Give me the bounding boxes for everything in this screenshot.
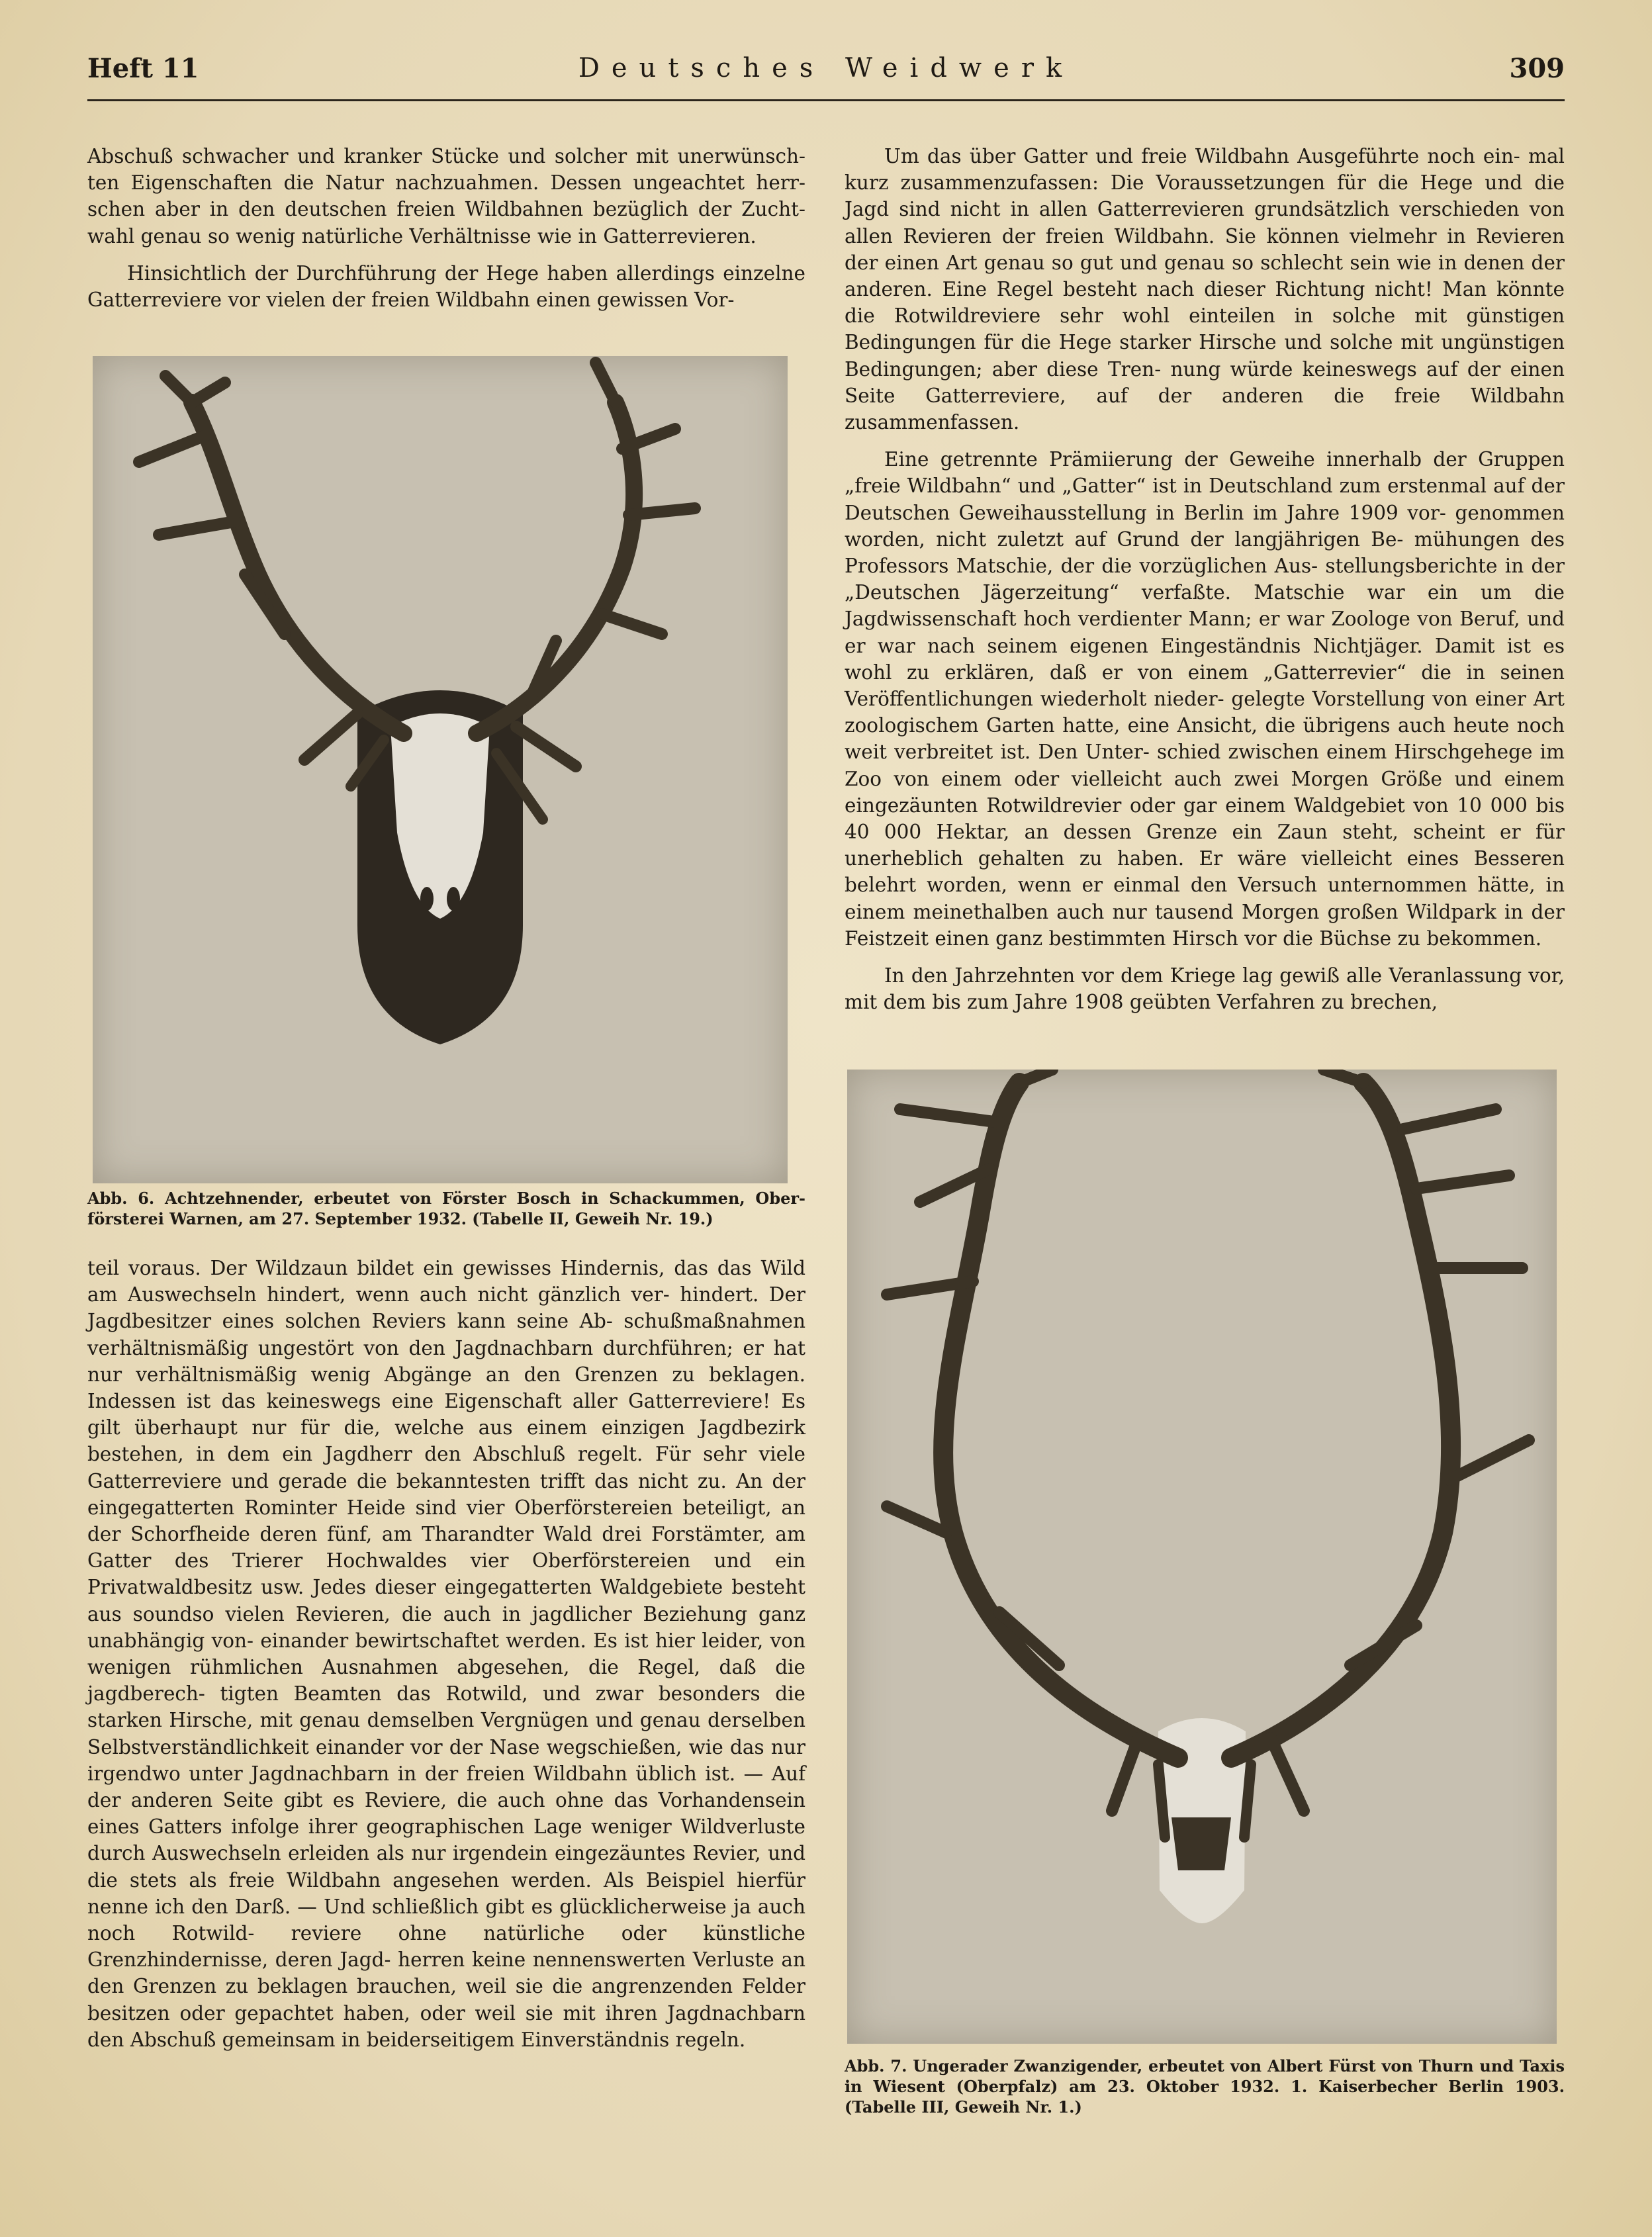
left-column-top <box>87 143 805 324</box>
antler-photo-fig6 <box>93 356 788 1183</box>
page-number: 309 <box>1509 53 1565 84</box>
antler-trophy-illustration <box>847 1070 1557 2044</box>
figure-7-caption: Abb. 7. Ungerader Zwanzigender, erbeutet von Albert Fürst von Thurn und Taxis in Wiesent (Oberpfalz) am 23. Oktober 1932. 1. Kaiserbecher Berlin 1903. (Tabelle III, Geweih Nr. 1.) <box>845 2056 1565 2117</box>
paragraph: Hinsichtlich der Durchführung der Hege haben allerdings einzelne Gatterreviere vor vielen der freien Wildbahn einen gewissen Vor- <box>87 261 805 312</box>
right-column-top <box>845 143 1565 1027</box>
left-column-bottom <box>87 1255 805 2064</box>
paragraph: In den Jahrzehnten vor dem Kriege lag gewiß alle Veranlassung vor, mit dem bis zum Jahre 1908 geübten Verfahren zu brechen, <box>845 964 1565 1014</box>
figure-6-caption: Abb. 6. Achtzehnender, erbeutet von Förster Bosch in Schackummen, Ober- försterei Warnen, am 27. September 1932. (Tabelle II, Geweih Nr. 19.) <box>87 1189 805 1228</box>
paragraph: teil voraus. Der Wildzaun bildet ein gewisses Hindernis, das das Wild am Auswechseln hindert, wenn auch nicht gänzlich ver- hindert. Der Jagdbesitzer eines solchen Reviers kann seine Ab- schußmaßnahmen verhältnismäßig ungestört von den Jagdnachbarn durchführen; er hat nur verhältnismäßig wenig Abgänge an den Grenzen zu beklagen. Indessen ist das keineswegs eine Eigenschaft aller Gatterreviere! Es gilt überhaupt nur für die, welche aus einem einzigen Jagdbezirk bestehen, in dem ein Jagdherr den Abschluß regelt. Für sehr viele Gatterreviere und gerade die bekanntesten trifft das nicht zu. An der eingegatterten Rominter Heide sind vier Oberförstereien beteiligt, an der Schorfheide deren fünf, am Tharandter Wald drei Forstämter, am Gatter des Trierer Hochwaldes vier Oberförstereien und ein Privatwaldbesitz usw. Jedes dieser eingegatterten Waldgebiete besteht aus soundso vielen Revieren, die auch in jagdlicher Beziehung ganz unabhängig von- einander bewirtschaftet werden. Es ist hier leider, von wenigen rühmlichen Ausnahmen abgesehen, die Regel, daß die jagdberech- tigten Beamten das Rotwild, und zwar besonders die starken Hirsche, mit genau demselben Vergnügen und genau derselben Selbstverständlichkeit einander vor der Nase wegschießen, wie das nur irgendwo unter Jagdnachbarn in der freien Wildbahn üblich ist. — Auf der anderen Seite gibt es Reviere, die auch ohne das Vorhandensein eines Gatters infolge ihrer geographischen Lage weniger Wildverluste durch Auswechseln erleiden als nur irgendein eingezäuntes Revier, und die stets als freie Wildbahn angesehen werden. Als Beispiel hierfür nenne ich den Darß. — Und schließlich gibt es glücklicherweise ja auch noch Rotwild- reviere ohne natürliche oder künstliche Grenzhindernisse, deren Jagd- herren keine nennenswerten Verluste an den Grenzen zu beklagen brauchen, weil sie die angrenzenden Felder besitzen oder gepachtet haben, oder weil sie mit ihren Jagdnachbarn den Abschuß gemeinsam in beiderseitigem Einverständnis regeln. <box>87 1257 805 2051</box>
journal-title: Deutsches Weidwerk <box>578 53 1074 83</box>
issue-number: Heft 11 <box>87 53 199 84</box>
running-head <box>87 53 1565 99</box>
header-rule <box>87 99 1565 101</box>
paragraph: Abschuß schwacher und kranker Stücke und solcher mit unerwünsch- ten Eigenschaften die Natur nachzuahmen. Dessen ungeachtet herr- schen aber in den deutschen freien Wildbahnen bezüglich der Zucht- wahl genau so wenig natürliche Verhältnisse wie in Gatterrevieren. <box>87 145 805 248</box>
paragraph: Eine getrennte Prämiierung der Geweihe innerhalb der Gruppen „freie Wildbahn“ und „Gatter“ ist in Deutschland zum erstenmal auf der Deutschen Geweihausstellung in Berlin im Jahre 1909 vor- genommen worden, nicht zuletzt auf Grund der langjährigen Be- mühungen des Professors Matschie, der die vorzüglichen Aus- stellungsberichte in der „Deutschen Jägerzeitung“ verfaßte. Matschie war ein um die Jagdwissenschaft hoch verdienter Mann; er war Zoologe von Beruf, und er war nach seinem eigenen Eingeständnis Nichtjäger. Damit ist es wohl zu erklären, daß er von einem „Gatterrevier“ die in seinen Veröffentlichungen wiederholt nieder- gelegte Vorstellung von einer Art zoologischem Garten hatte, eine Ansicht, die übrigens auch heute noch weit verbreitet ist. Den Unter- schied zwischen einem Hirschgehege im Zoo von einem oder vielleicht auch zwei Morgen Größe und einem eingezäunten Rotwildrevier oder gar einem Waldgebiet von 10 000 bis 40 000 Hektar, an dessen Grenze ein Zaun steht, scheint er für unerheblich gehalten zu haben. Er wäre vielleicht eines Besseren belehrt worden, wenn er einmal den Versuch unternommen hätte, in einem meinethalben auch nur tausend Morgen großen Wildpark in der Feistzeit einen ganz bestimmten Hirsch vor die Büchse zu bekommen. <box>845 448 1565 950</box>
paragraph: Um das über Gatter und freie Wildbahn Ausgeführte noch ein- mal kurz zusammenzufassen: Die Voraussetzungen für die Hege und die Jagd sind nicht in allen Gatterrevieren grundsätzlich verschieden von allen Revieren der freien Wildbahn. Sie können vielmehr in Revieren der einen Art genau so gut und genau so schlecht sein wie in denen der anderen. Eine Regel besteht nach dieser Richtung nicht! Man könnte die Rotwildreviere sehr wohl einteilen in solche mit günstigen Bedingungen für die Hege starker Hirsche und solche mit ungünstigen Bedingungen; aber diese Tren- nung würde keineswegs auf der einen Seite Gatterreviere, auf der anderen die freie Wildbahn zusammenfassen. <box>845 145 1565 434</box>
antler-trophy-illustration <box>93 356 788 1183</box>
antler-photo-fig7 <box>847 1070 1557 2044</box>
